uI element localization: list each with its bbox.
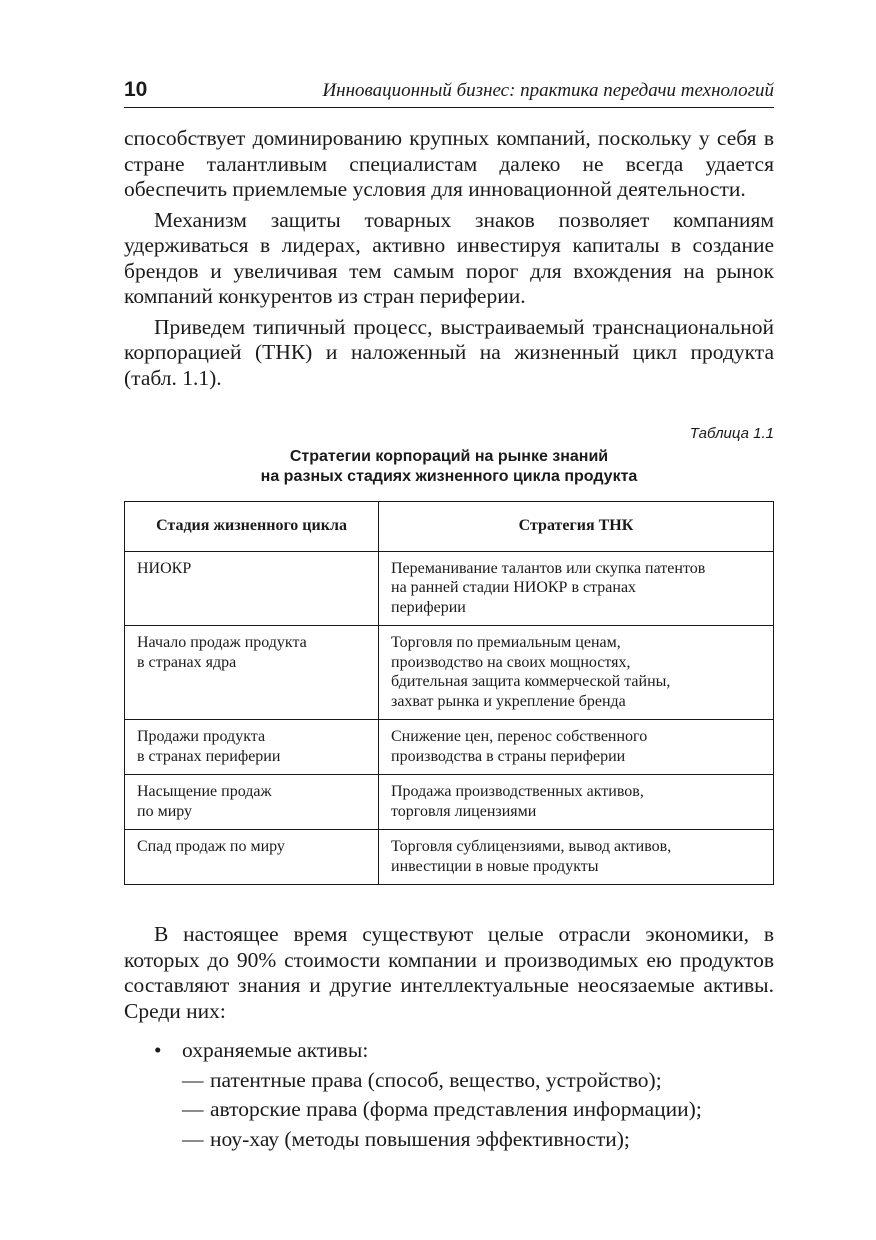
paragraph-industries: В настоящее время существуют целые отрасли экономики, в которых до 90% стоимости компании и производимых ею продуктов составляют знания и другие интеллектуальные неосязаемые активы. Среди них: bbox=[124, 922, 774, 1023]
cell-strategy bbox=[379, 830, 774, 885]
table-row bbox=[125, 830, 774, 885]
table-row bbox=[125, 775, 774, 830]
table-row bbox=[125, 626, 774, 720]
sub-list-item-text: ноу-хау (методы повышения эффективности); bbox=[210, 1126, 630, 1151]
cell-stage bbox=[125, 830, 379, 885]
table-title-line: Стратегии корпораций на рынке знаний bbox=[289, 448, 609, 465]
dash-marker: — bbox=[182, 1067, 204, 1092]
cell-text-line: Начало продаж продукта bbox=[137, 634, 307, 651]
dash-marker: — bbox=[182, 1126, 204, 1151]
cell-stage bbox=[125, 720, 379, 775]
cell-text-line: бдительная защита коммерческой тайны, bbox=[391, 673, 671, 690]
cell-stage bbox=[125, 551, 379, 626]
dash-marker: — bbox=[182, 1097, 204, 1121]
table-row bbox=[125, 551, 774, 626]
body-text bbox=[124, 126, 774, 391]
cell-strategy bbox=[379, 626, 774, 720]
list-item bbox=[124, 1038, 774, 1064]
table-title-line: на разных стадиях жизненного цикла продукта bbox=[260, 468, 638, 485]
running-title: Инновационный бизнес: практика передачи технологий bbox=[322, 80, 774, 101]
table-header-row bbox=[125, 502, 774, 552]
cell-stage bbox=[125, 626, 379, 720]
cell-text-line: Снижение цен, перенос собственного bbox=[391, 728, 648, 745]
cell-text-line: по миру bbox=[137, 802, 193, 820]
sub-list-item bbox=[124, 1127, 774, 1153]
cell-text-line: на ранней стадии НИОКР в странах bbox=[391, 579, 637, 596]
cell-text-line: в странах периферии bbox=[137, 747, 281, 765]
table-body bbox=[125, 551, 774, 885]
page-number: 10 bbox=[124, 78, 148, 101]
table-title bbox=[124, 447, 774, 487]
cell-text-line: Торговля сублицензиями, вывод активов, bbox=[391, 838, 672, 855]
sub-list-item-text: авторские права (форма представления информации); bbox=[210, 1097, 702, 1121]
sub-list-item bbox=[124, 1068, 774, 1094]
cell-text-line: торговля лицензиями bbox=[391, 802, 537, 820]
bullet-marker: • bbox=[154, 1038, 162, 1062]
sub-list bbox=[124, 1068, 774, 1153]
running-head bbox=[124, 78, 774, 108]
cell-strategy bbox=[379, 551, 774, 626]
sub-list-item-text: патентные права (способ, вещество, устройство); bbox=[210, 1067, 662, 1092]
cell-text-line: производство на своих мощностях, bbox=[391, 653, 631, 671]
cell-text-line: производства в страны периферии bbox=[391, 747, 626, 765]
cell-text-line: Продажи продукта bbox=[137, 728, 266, 745]
paragraph-continuation: способствует доминированию крупных компаний, поскольку у себя в стране талантливым специалистам далеко не всегда удается обеспечить приемлемые условия для инновационной деятельности. bbox=[124, 126, 774, 201]
cell-text-line: инвестиции в новые продукты bbox=[391, 857, 599, 875]
cell-text-line: Спад продаж по миру bbox=[137, 838, 285, 855]
cell-stage bbox=[125, 775, 379, 830]
cell-text-line: Продажа производственных активов, bbox=[391, 783, 644, 800]
column-header-strategy: Стратегия ТНК bbox=[379, 502, 774, 552]
asset-list bbox=[124, 1038, 774, 1152]
table-caption-number: Таблица 1.1 bbox=[689, 425, 774, 442]
document-page bbox=[124, 78, 774, 1152]
cell-text-line: в странах ядра bbox=[137, 653, 237, 671]
list-item-text: охраняемые активы: bbox=[182, 1038, 369, 1062]
column-header-stage: Стадия жизненного цикла bbox=[125, 502, 379, 552]
cell-strategy bbox=[379, 720, 774, 775]
sub-list-item bbox=[124, 1097, 774, 1123]
paragraph-trademarks: Механизм защиты товарных знаков позволяет компаниям удерживаться в лидерах, активно инвестируя капиталы в создание брендов и увеличивая тем самым порог для вхождения на рынок компаний конкурентов из стран периферии. bbox=[124, 207, 774, 308]
paragraph-process: Приведем типичный процесс, выстраиваемый транснациональной корпорацией (ТНК) и наложенный на жизненный цикл продукта (табл. 1.1). bbox=[124, 314, 774, 390]
cell-text-line: Торговля по премиальным ценам, bbox=[391, 634, 621, 651]
cell-text-line: Насыщение продаж bbox=[137, 783, 272, 800]
cell-text-line: НИОКР bbox=[137, 559, 192, 577]
after-table-text bbox=[124, 922, 774, 1024]
strategy-table bbox=[124, 501, 774, 885]
cell-text-line: Переманивание талантов или скупка патентов bbox=[391, 559, 706, 577]
cell-strategy bbox=[379, 775, 774, 830]
table-row bbox=[125, 720, 774, 775]
cell-text-line: периферии bbox=[391, 598, 466, 616]
cell-text-line: захват рынка и укрепление бренда bbox=[391, 692, 626, 710]
